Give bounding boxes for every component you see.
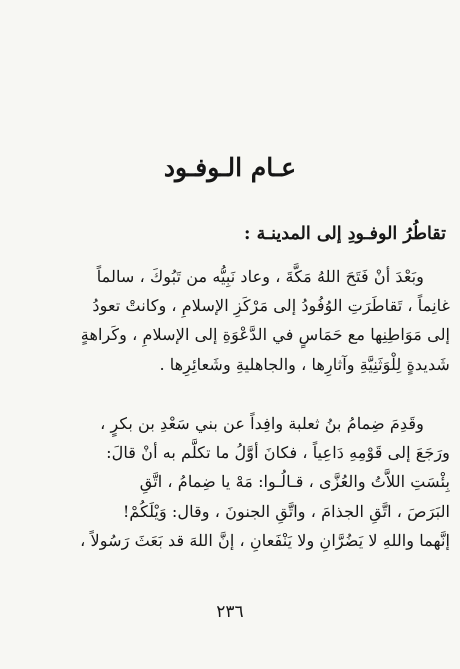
paragraph-2 [8, 409, 450, 555]
section-heading: تقاطُرُ الوفـودِ إلى المدينـة : [244, 224, 446, 244]
paragraph-1 [8, 262, 450, 379]
paragraph-line: إلى مَوَاطِنِها مع حَمَاسٍ في الدَّعْوَةِ إلى الإسلامِ ، وكَراهةٍ [80, 325, 450, 345]
paragraph-line: شَديدةٍ لِلْوَثَنِيَّةِ وآثارِها ، والجاهليةِ وشَعائِرِها . [159, 354, 450, 374]
paragraph-line: بِئْسَتِ اللاَّتُ والعُزَّى ، قـالُـوا: مَهْ يا ضِمامُ ، اتَّقِ [139, 472, 450, 492]
chapter-title: عـام الـوفـود [163, 153, 297, 182]
paragraph-line: إنَّهما واللهِ لا يَضُرَّانِ ولا يَنْفَعانِ ، إنَّ اللهَ قد بَعَثَ رَسُولاً ، [80, 530, 450, 550]
paragraph-line: غانِماً ، تَقاطَرَتِ الوُفُودُ إلى مَرْكَزِ الإسلامِ ، وكانتْ تعودُ [92, 296, 450, 316]
page-number: ٢٣٦ [216, 602, 244, 622]
paragraph-line: ورَجَعَ إلى قَوْمِهِ دَاعِياً ، فكانَ أوَّلُ ما تكلَّم به أنْ قالَ: [106, 443, 450, 463]
paragraph-line: وبَعْدَ أنْ فَتَحَ اللهُ مَكَّةَ ، وعاد نَبِيُّه من تَبُوكَ ، سالماً [96, 267, 424, 286]
paragraph-line: البَرَصَ ، اتَّقِ الجذامَ ، واتَّقِ الجنونَ ، وقال: وَيْلَكُمْ! [122, 501, 450, 521]
paragraph-line: وقَدِمَ ضِمامُ بنُ ثعلبة وافِداً عن بني سَعْدِ بن بكرٍ ، [100, 414, 424, 433]
